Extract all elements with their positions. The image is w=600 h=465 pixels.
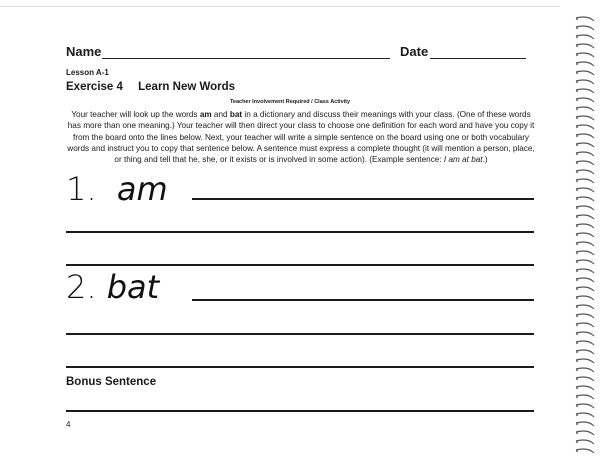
spiral-hole — [576, 189, 578, 191]
spiral-hole — [576, 45, 578, 47]
spiral-coil — [576, 134, 594, 138]
spiral-hole — [576, 441, 578, 443]
spiral-coil — [576, 197, 594, 201]
date-field[interactable] — [430, 58, 526, 59]
spiral-coil — [576, 332, 594, 336]
spiral-coil — [576, 260, 594, 264]
spiral-hole — [576, 153, 578, 155]
exercise-heading — [66, 81, 235, 93]
bonus-sentence-line[interactable] — [66, 410, 534, 412]
spiral-coil — [576, 242, 594, 246]
spiral-coil — [576, 314, 594, 318]
spiral-coil — [576, 161, 594, 165]
spiral-hole — [576, 243, 578, 245]
vocab-word-1 — [66, 170, 168, 208]
spiral-hole — [576, 261, 578, 263]
instructions-example: I am at bat — [443, 155, 483, 165]
name-date-row — [66, 44, 536, 62]
spiral-hole — [576, 423, 578, 425]
spiral-hole — [576, 333, 578, 335]
spiral-hole — [576, 81, 578, 83]
spiral-hole — [576, 387, 578, 389]
spiral-coil — [576, 440, 594, 444]
spiral-coil — [576, 143, 594, 147]
spiral-hole — [576, 207, 578, 209]
spiral-hole — [576, 432, 578, 434]
spiral-coil — [576, 323, 594, 327]
spiral-coil — [576, 62, 594, 66]
spiral-coil — [576, 368, 594, 372]
spiral-hole — [576, 450, 578, 452]
spiral-hole — [576, 144, 578, 146]
instructions-paragraph — [66, 109, 536, 165]
spiral-hole — [576, 162, 578, 164]
spiral-hole — [576, 63, 578, 65]
vocab-number-1: 1. — [66, 170, 97, 208]
spiral-coil — [576, 350, 594, 354]
spiral-coil — [576, 206, 594, 210]
spiral-hole — [576, 54, 578, 56]
spiral-hole — [576, 315, 578, 317]
spiral-coil — [576, 278, 594, 282]
instructions-text-end: .) — [482, 155, 488, 165]
date-label: Date — [400, 44, 429, 59]
vocab-number-2: 2. — [66, 268, 97, 306]
definition-line-1c[interactable] — [66, 264, 534, 266]
spiral-hole — [576, 369, 578, 371]
spiral-hole — [576, 279, 578, 281]
activity-subtitle-text: Teacher Involvement Required / Class Activity — [229, 99, 351, 105]
spiral-hole — [576, 36, 578, 38]
name-label: Name — [66, 44, 102, 59]
spiral-hole — [576, 252, 578, 254]
instructions-text-and: and — [211, 110, 230, 119]
spiral-hole — [576, 324, 578, 326]
spiral-coil — [576, 71, 594, 75]
spiral-hole — [576, 378, 578, 380]
exercise-title: Learn New Words — [138, 81, 236, 93]
spiral-coil — [576, 170, 594, 174]
instructions-word-bat: bat — [229, 110, 243, 119]
spiral-coil — [576, 26, 594, 30]
spiral-hole — [576, 108, 578, 110]
spiral-coil — [576, 395, 594, 399]
vocab-word-2 — [66, 268, 159, 306]
spiral-hole — [576, 198, 578, 200]
spiral-coil — [576, 116, 594, 120]
spiral-hole — [576, 342, 578, 344]
spiral-hole — [576, 117, 578, 119]
spiral-coil — [576, 404, 594, 408]
spiral-coil — [576, 215, 594, 219]
spiral-hole — [576, 171, 578, 173]
spiral-hole — [576, 225, 578, 227]
spiral-coil — [576, 53, 594, 57]
definition-line-1a[interactable] — [192, 198, 534, 200]
spiral-coil — [576, 413, 594, 417]
spiral-hole — [576, 270, 578, 272]
spiral-hole — [576, 297, 578, 299]
spiral-coil — [576, 296, 594, 300]
definition-line-2c[interactable] — [66, 366, 534, 368]
spiral-hole — [576, 18, 578, 20]
vocab-term-2: bat — [106, 268, 160, 306]
spiral-coil — [576, 125, 594, 129]
instructions-text-1: Your teacher will look up the words — [71, 110, 200, 119]
vocab-term-1: am — [116, 170, 168, 208]
spiral-coil — [576, 449, 594, 453]
definition-line-1b[interactable] — [66, 231, 534, 233]
spiral-hole — [576, 396, 578, 398]
bonus-sentence-label: Bonus Sentence — [66, 376, 157, 388]
name-field[interactable] — [102, 58, 390, 59]
spiral-hole — [576, 135, 578, 137]
exercise-number: Exercise 4 — [66, 81, 123, 93]
spiral-coil — [576, 35, 594, 39]
spiral-hole — [576, 351, 578, 353]
spiral-coil — [576, 179, 594, 183]
spiral-coil — [576, 422, 594, 426]
spiral-coil — [576, 233, 594, 237]
spiral-coil — [576, 269, 594, 273]
spiral-coil — [576, 386, 594, 390]
instructions-word-am: am — [199, 110, 212, 119]
spiral-coil — [576, 188, 594, 192]
definition-line-2a[interactable] — [192, 299, 534, 301]
spiral-hole — [576, 306, 578, 308]
spiral-coil — [576, 152, 594, 156]
spiral-coil — [576, 44, 594, 48]
lesson-label: Lesson A-1 — [66, 68, 109, 77]
page-number: 4 — [66, 420, 71, 429]
spiral-coil — [576, 287, 594, 291]
spiral-coil — [576, 107, 594, 111]
spiral-hole — [576, 27, 578, 29]
spiral-hole — [576, 126, 578, 128]
activity-subtitle — [0, 99, 600, 105]
spiral-hole — [576, 72, 578, 74]
spiral-hole — [576, 234, 578, 236]
spiral-hole — [576, 180, 578, 182]
spiral-coil — [576, 80, 594, 84]
spiral-coil — [576, 359, 594, 363]
spiral-hole — [576, 405, 578, 407]
spiral-hole — [576, 414, 578, 416]
definition-line-2b[interactable] — [66, 333, 534, 335]
spiral-coil — [576, 89, 594, 93]
spiral-coil — [576, 377, 594, 381]
spiral-coil — [576, 341, 594, 345]
spiral-binding — [574, 14, 596, 454]
top-edge — [0, 6, 560, 7]
spiral-hole — [576, 216, 578, 218]
spiral-hole — [576, 90, 578, 92]
spiral-hole — [576, 360, 578, 362]
spiral-coil — [576, 431, 594, 435]
spiral-coil — [576, 224, 594, 228]
spiral-coil — [576, 305, 594, 309]
spiral-coil — [576, 251, 594, 255]
spiral-coil — [576, 17, 594, 21]
instructions-text-2: in a dictionary and discuss their meanings with your class. (One of these words has more than one meaning.) Your teacher will then direct your class to choose one definition for each word and have you copy it from the board onto the lines below. Next, your teacher will write a simple sentence on the board using one or both vocabulary words and instruct you to copy that sentence below. A sentence must express a complete thought (it will mention a person, place, or thing and tell that he, she, or it exists or is involved in some action). (Example sentence: — [67, 110, 535, 165]
spiral-hole — [576, 288, 578, 290]
